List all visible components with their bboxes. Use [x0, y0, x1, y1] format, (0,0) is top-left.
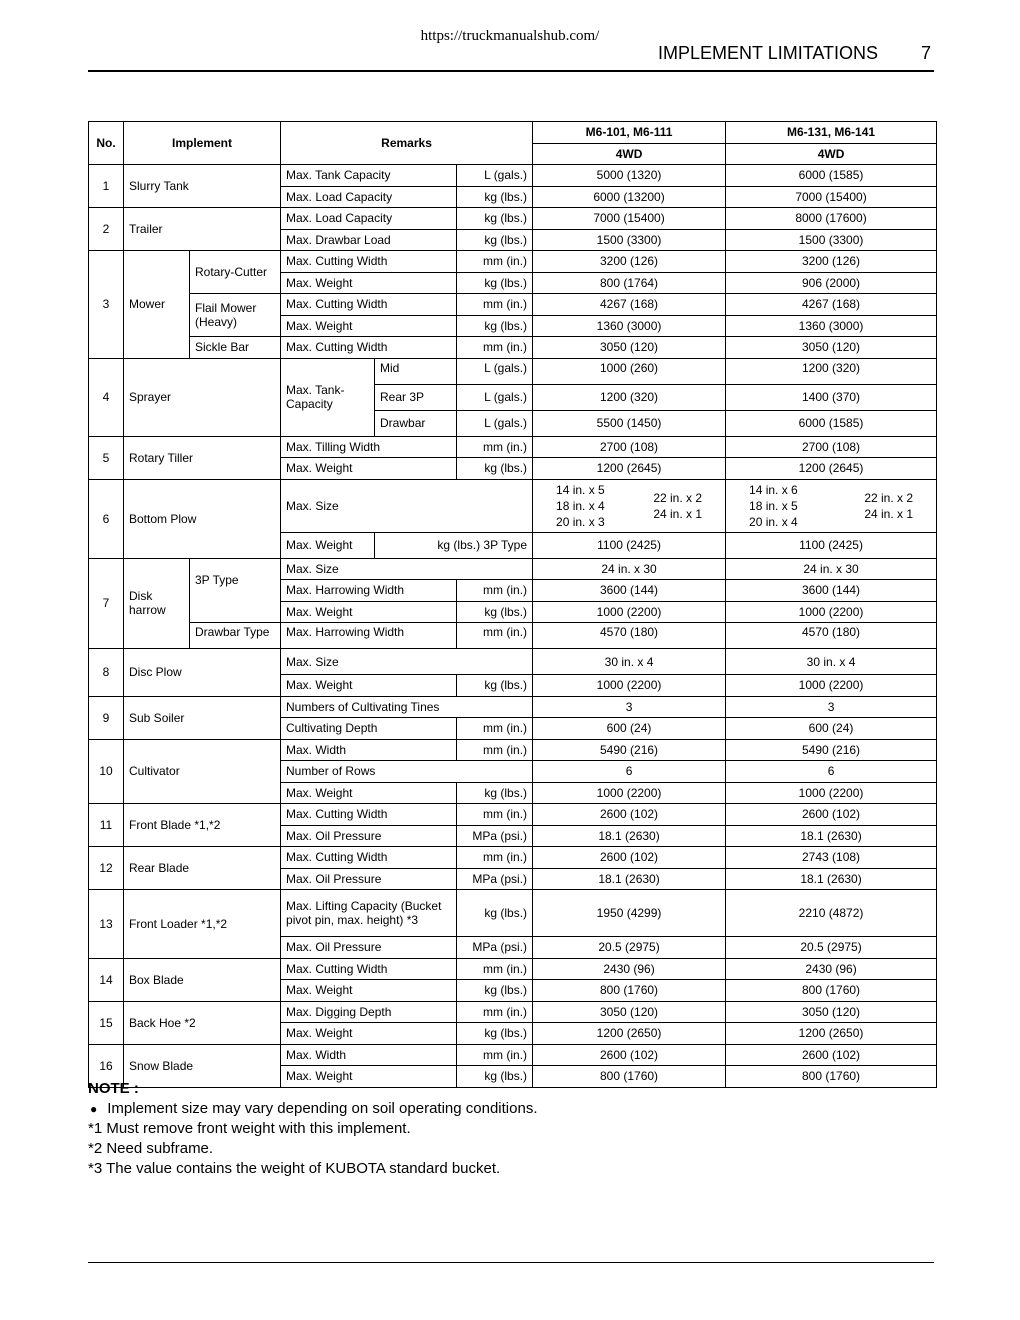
row-number: 12 [89, 847, 124, 890]
remark-label: Max. Digging Depth [281, 1001, 457, 1023]
table-row [89, 649, 937, 675]
remark-unit: mm (in.) [457, 1001, 533, 1023]
remark-unit: mm (in.) [457, 294, 533, 316]
remark-label: Numbers of Cultivating Tines [281, 696, 533, 718]
table-row [89, 436, 937, 458]
value-model-2: 1200 (2645) [726, 458, 937, 480]
plow-size: 14 in. x 5 [556, 482, 605, 497]
table-row [89, 358, 937, 384]
row-number: 2 [89, 208, 124, 251]
remark-subtype: Drawbar [375, 410, 457, 436]
value-model-2: 2700 (108) [726, 436, 937, 458]
value-model-1: 30 in. x 4 [533, 649, 726, 675]
plow-size: 14 in. x 6 [749, 482, 798, 497]
header-drive-2: 4WD [726, 143, 937, 165]
remark-unit: MPa (psi.) [457, 825, 533, 847]
source-url[interactable]: https://truckmanualshub.com/ [420, 28, 600, 44]
value-model-2: 4267 (168) [726, 294, 937, 316]
plow-size: 20 in. x 4 [749, 514, 798, 529]
header-remarks: Remarks [281, 122, 533, 165]
remark-unit: kg (lbs.) [457, 208, 533, 230]
remark-label: Max. Cutting Width [281, 337, 457, 359]
value-model-1: 6000 (13200) [533, 186, 726, 208]
remark-unit: kg (lbs.) [457, 458, 533, 480]
value-model-2: 1200 (2650) [726, 1023, 937, 1045]
implement-name: Mower [124, 251, 190, 359]
implement-subtype: Drawbar Type [190, 623, 281, 649]
remark-unit: kg (lbs.) [457, 675, 533, 697]
row-number: 11 [89, 804, 124, 847]
value-model-2: 2600 (102) [726, 1044, 937, 1066]
value-model-1: 5500 (1450) [533, 410, 726, 436]
implement-subtype: 3P Type [190, 558, 281, 623]
remark-unit: kg (lbs.) [457, 782, 533, 804]
value-model-2: 6000 (1585) [726, 165, 937, 187]
note-bullet-text: Implement size may vary depending on soil operating conditions. [107, 1100, 538, 1117]
implement-name: Slurry Tank [124, 165, 281, 208]
implement-subtype: Rotary-Cutter [190, 251, 281, 294]
value-model-1: 1000 (2200) [533, 675, 726, 697]
remark-label: Cultivating Depth [281, 718, 457, 740]
remark-unit: L (gals.) [457, 384, 533, 410]
note-2: *2 Need subframe. [88, 1140, 214, 1157]
value-model-1: 1000 (2200) [533, 601, 726, 623]
value-model-2: 906 (2000) [726, 272, 937, 294]
value-model-2: 3600 (144) [726, 580, 937, 602]
row-number: 6 [89, 479, 124, 558]
header-implement: Implement [124, 122, 281, 165]
remark-subtype: Rear 3P [375, 384, 457, 410]
value-model-1: 2600 (102) [533, 1044, 726, 1066]
header-model-2: M6-131, M6-141 [726, 122, 937, 144]
note-1: *1 Must remove front weight with this implement. [88, 1120, 411, 1137]
value-model-1: 1950 (4299) [533, 890, 726, 937]
remark-label: Number of Rows [281, 761, 533, 783]
remark-unit: MPa (psi.) [457, 937, 533, 959]
plow-sizes-right [864, 490, 913, 522]
remark-label: Max. Weight [281, 1066, 457, 1088]
remark-unit: kg (lbs.) [457, 980, 533, 1002]
page-number: 7 [921, 43, 932, 63]
remark-label: Max. Cutting Width [281, 847, 457, 869]
value-model-1: 1000 (260) [533, 358, 726, 384]
value-model-1: 1500 (3300) [533, 229, 726, 251]
table-row [89, 847, 937, 869]
table-row [89, 1044, 937, 1066]
value-model-2 [726, 479, 937, 532]
implement-name: Snow Blade [124, 1044, 281, 1087]
remark-unit: mm (in.) [457, 251, 533, 273]
value-model-2: 1200 (320) [726, 358, 937, 384]
value-model-2: 20.5 (2975) [726, 937, 937, 959]
plow-size: 22 in. x 2 [864, 490, 914, 505]
row-number: 8 [89, 649, 124, 697]
value-model-2: 1000 (2200) [726, 782, 937, 804]
remark-label: Max. Oil Pressure [281, 825, 457, 847]
value-model-1: 800 (1764) [533, 272, 726, 294]
value-model-2: 30 in. x 4 [726, 649, 937, 675]
value-model-2: 2743 (108) [726, 847, 937, 869]
row-number: 10 [89, 739, 124, 804]
value-model-1: 2600 (102) [533, 847, 726, 869]
value-model-2: 1000 (2200) [726, 675, 937, 697]
value-model-2: 3200 (126) [726, 251, 937, 273]
value-model-2: 6 [726, 761, 937, 783]
remark-subtype: Mid [375, 358, 457, 384]
remark-unit: mm (in.) [457, 718, 533, 740]
value-model-1: 24 in. x 30 [533, 558, 726, 580]
header-model-1: M6-101, M6-111 [533, 122, 726, 144]
remark-label: Max. Weight [281, 315, 457, 337]
remark-label: Max. Width [281, 1044, 457, 1066]
remark-unit: kg (lbs.) [457, 1023, 533, 1045]
implement-name: Rotary Tiller [124, 436, 281, 479]
remark-label: Max. Lifting Capacity (Bucket pivot pin, max. height) *3 [281, 890, 457, 937]
implement-name: Front Loader *1,*2 [124, 890, 281, 959]
value-model-1: 1360 (3000) [533, 315, 726, 337]
remark-unit: kg (lbs.) [457, 1066, 533, 1088]
remark-unit: kg (lbs.) [457, 315, 533, 337]
value-model-1: 2430 (96) [533, 958, 726, 980]
implement-name: Box Blade [124, 958, 281, 1001]
value-model-1: 1200 (2650) [533, 1023, 726, 1045]
remark-unit: kg (lbs.) [457, 272, 533, 294]
value-model-2: 800 (1760) [726, 1066, 937, 1088]
remark-label: Max. Drawbar Load [281, 229, 457, 251]
remark-label: Max. Weight [281, 980, 457, 1002]
row-number: 1 [89, 165, 124, 208]
remark-label: Max. Load Capacity [281, 208, 457, 230]
remark-label: Max. Cutting Width [281, 958, 457, 980]
value-model-2: 1000 (2200) [726, 601, 937, 623]
table-row [89, 804, 937, 826]
table-row [89, 1001, 937, 1023]
value-model-1: 3050 (120) [533, 1001, 726, 1023]
value-model-1: 600 (24) [533, 718, 726, 740]
plow-size: 18 in. x 4 [556, 498, 605, 513]
table-header-row [89, 122, 937, 144]
value-model-2: 5490 (216) [726, 739, 937, 761]
table-row [89, 337, 937, 359]
row-number: 13 [89, 890, 124, 959]
value-model-1: 6 [533, 761, 726, 783]
value-model-1: 3050 (120) [533, 337, 726, 359]
remark-label: Max. Oil Pressure [281, 868, 457, 890]
remark-unit: L (gals.) [457, 165, 533, 187]
plow-size: 18 in. x 5 [749, 498, 798, 513]
remark-unit: mm (in.) [457, 958, 533, 980]
plow-sizes-left [749, 482, 798, 530]
value-model-2: 800 (1760) [726, 980, 937, 1002]
header-drive-1: 4WD [533, 143, 726, 165]
remark-label: Max. Weight [281, 1023, 457, 1045]
table-row [89, 165, 937, 187]
value-model-1: 7000 (15400) [533, 208, 726, 230]
value-model-2: 18.1 (2630) [726, 868, 937, 890]
remark-unit: kg (lbs.) 3P Type [375, 532, 533, 558]
remark-label: Max. Cutting Width [281, 251, 457, 273]
remark-unit: mm (in.) [457, 804, 533, 826]
value-model-1: 4570 (180) [533, 623, 726, 649]
plow-sizes-right [653, 490, 702, 522]
row-number: 15 [89, 1001, 124, 1044]
remark-label: Max. Size [281, 558, 533, 580]
value-model-1: 1100 (2425) [533, 532, 726, 558]
remark-label: Max. Weight [281, 675, 457, 697]
remark-label: Max. Cutting Width [281, 804, 457, 826]
value-model-2: 4570 (180) [726, 623, 937, 649]
plow-size: 20 in. x 3 [556, 514, 605, 529]
implement-name: Back Hoe *2 [124, 1001, 281, 1044]
plow-size: 24 in. x 1 [864, 506, 914, 521]
value-model-2: 8000 (17600) [726, 208, 937, 230]
implement-limitations-table [88, 121, 937, 1088]
remark-label: Max. Harrowing Width [281, 623, 457, 649]
value-model-1: 1200 (2645) [533, 458, 726, 480]
header-rule [88, 70, 934, 72]
implement-name: Front Blade *1,*2 [124, 804, 281, 847]
remark-label: Max. Size [281, 479, 533, 532]
remark-unit: mm (in.) [457, 337, 533, 359]
table-row [89, 696, 937, 718]
value-model-2: 3050 (120) [726, 337, 937, 359]
value-model-1: 20.5 (2975) [533, 937, 726, 959]
remark-unit: kg (lbs.) [457, 890, 533, 937]
value-model-2: 2600 (102) [726, 804, 937, 826]
table-row [89, 251, 937, 273]
remark-unit: mm (in.) [457, 739, 533, 761]
table-row [89, 208, 937, 230]
value-model-1: 3200 (126) [533, 251, 726, 273]
remark-label: Max. Weight [281, 532, 375, 558]
value-model-2: 1100 (2425) [726, 532, 937, 558]
value-model-1: 18.1 (2630) [533, 868, 726, 890]
value-model-1: 800 (1760) [533, 1066, 726, 1088]
value-model-2: 6000 (1585) [726, 410, 937, 436]
footer-rule [88, 1262, 934, 1263]
implement-name: Cultivator [124, 739, 281, 804]
plow-size: 22 in. x 2 [653, 490, 703, 505]
row-number: 4 [89, 358, 124, 436]
remark-unit: mm (in.) [457, 580, 533, 602]
plow-size: 24 in. x 1 [653, 506, 703, 521]
table-row [89, 958, 937, 980]
remark-label: Max. Cutting Width [281, 294, 457, 316]
value-model-2: 7000 (15400) [726, 186, 937, 208]
remark-label: Max. Tilling Width [281, 436, 457, 458]
value-model-2: 3 [726, 696, 937, 718]
implement-subtype: Flail Mower (Heavy) [190, 294, 281, 337]
note-bullet [88, 1099, 538, 1119]
remark-label: Max. Load Capacity [281, 186, 457, 208]
remark-unit: kg (lbs.) [457, 229, 533, 251]
table-row [89, 623, 937, 649]
table-row [89, 739, 937, 761]
remark-label: Max. Size [281, 649, 533, 675]
remark-unit: L (gals.) [457, 358, 533, 384]
table-row [89, 890, 937, 937]
remark-label: Max. Weight [281, 601, 457, 623]
implement-name: Bottom Plow [124, 479, 281, 558]
value-model-1: 3600 (144) [533, 580, 726, 602]
value-model-2: 18.1 (2630) [726, 825, 937, 847]
remark-unit: mm (in.) [457, 436, 533, 458]
value-model-2: 2430 (96) [726, 958, 937, 980]
remark-label: Max. Tank Capacity [281, 165, 457, 187]
table-row [89, 479, 937, 532]
value-model-1: 5000 (1320) [533, 165, 726, 187]
table-row [89, 558, 937, 580]
remark-label: Max. Weight [281, 782, 457, 804]
implement-name: Disc Plow [124, 649, 281, 697]
remark-label: Max. Oil Pressure [281, 937, 457, 959]
row-number: 7 [89, 558, 124, 649]
row-number: 16 [89, 1044, 124, 1087]
remark-unit: kg (lbs.) [457, 601, 533, 623]
implement-name: Sprayer [124, 358, 281, 436]
remark-label: Max. Harrowing Width [281, 580, 457, 602]
notes-title: NOTE : [88, 1080, 139, 1097]
implement-name: Sub Soiler [124, 696, 281, 739]
value-model-1: 4267 (168) [533, 294, 726, 316]
row-number: 5 [89, 436, 124, 479]
implement-name: Trailer [124, 208, 281, 251]
remark-unit: MPa (psi.) [457, 868, 533, 890]
value-model-2: 3050 (120) [726, 1001, 937, 1023]
row-number: 9 [89, 696, 124, 739]
remark-unit: L (gals.) [457, 410, 533, 436]
value-model-2: 600 (24) [726, 718, 937, 740]
page-title: IMPLEMENT LIMITATIONS [658, 43, 879, 63]
implement-name: Disk harrow [124, 558, 190, 649]
value-model-1: 1000 (2200) [533, 782, 726, 804]
value-model-1: 3 [533, 696, 726, 718]
remark-label: Max. Weight [281, 272, 457, 294]
header-no: No. [89, 122, 124, 165]
value-model-1: 1200 (320) [533, 384, 726, 410]
remark-unit: kg (lbs.) [457, 186, 533, 208]
implement-name: Rear Blade [124, 847, 281, 890]
remark-unit: mm (in.) [457, 847, 533, 869]
value-model-2: 2210 (4872) [726, 890, 937, 937]
value-model-1: 18.1 (2630) [533, 825, 726, 847]
row-number: 3 [89, 251, 124, 359]
table-row [89, 294, 937, 316]
remark-label: Max. Tank-Capacity [281, 358, 375, 436]
remark-unit: mm (in.) [457, 623, 533, 649]
value-model-1: 2700 (108) [533, 436, 726, 458]
implement-subtype: Sickle Bar [190, 337, 281, 359]
value-model-1 [533, 479, 726, 532]
value-model-2: 1500 (3300) [726, 229, 937, 251]
remark-unit: mm (in.) [457, 1044, 533, 1066]
remark-label: Max. Width [281, 739, 457, 761]
notes-section [88, 1079, 538, 1179]
value-model-1: 800 (1760) [533, 980, 726, 1002]
plow-sizes-left [556, 482, 605, 530]
note-3: *3 The value contains the weight of KUBOTA standard bucket. [88, 1160, 501, 1177]
remark-label: Max. Weight [281, 458, 457, 480]
value-model-1: 5490 (216) [533, 739, 726, 761]
value-model-1: 2600 (102) [533, 804, 726, 826]
value-model-2: 1360 (3000) [726, 315, 937, 337]
value-model-2: 1400 (370) [726, 384, 937, 410]
value-model-2: 24 in. x 30 [726, 558, 937, 580]
row-number: 14 [89, 958, 124, 1001]
